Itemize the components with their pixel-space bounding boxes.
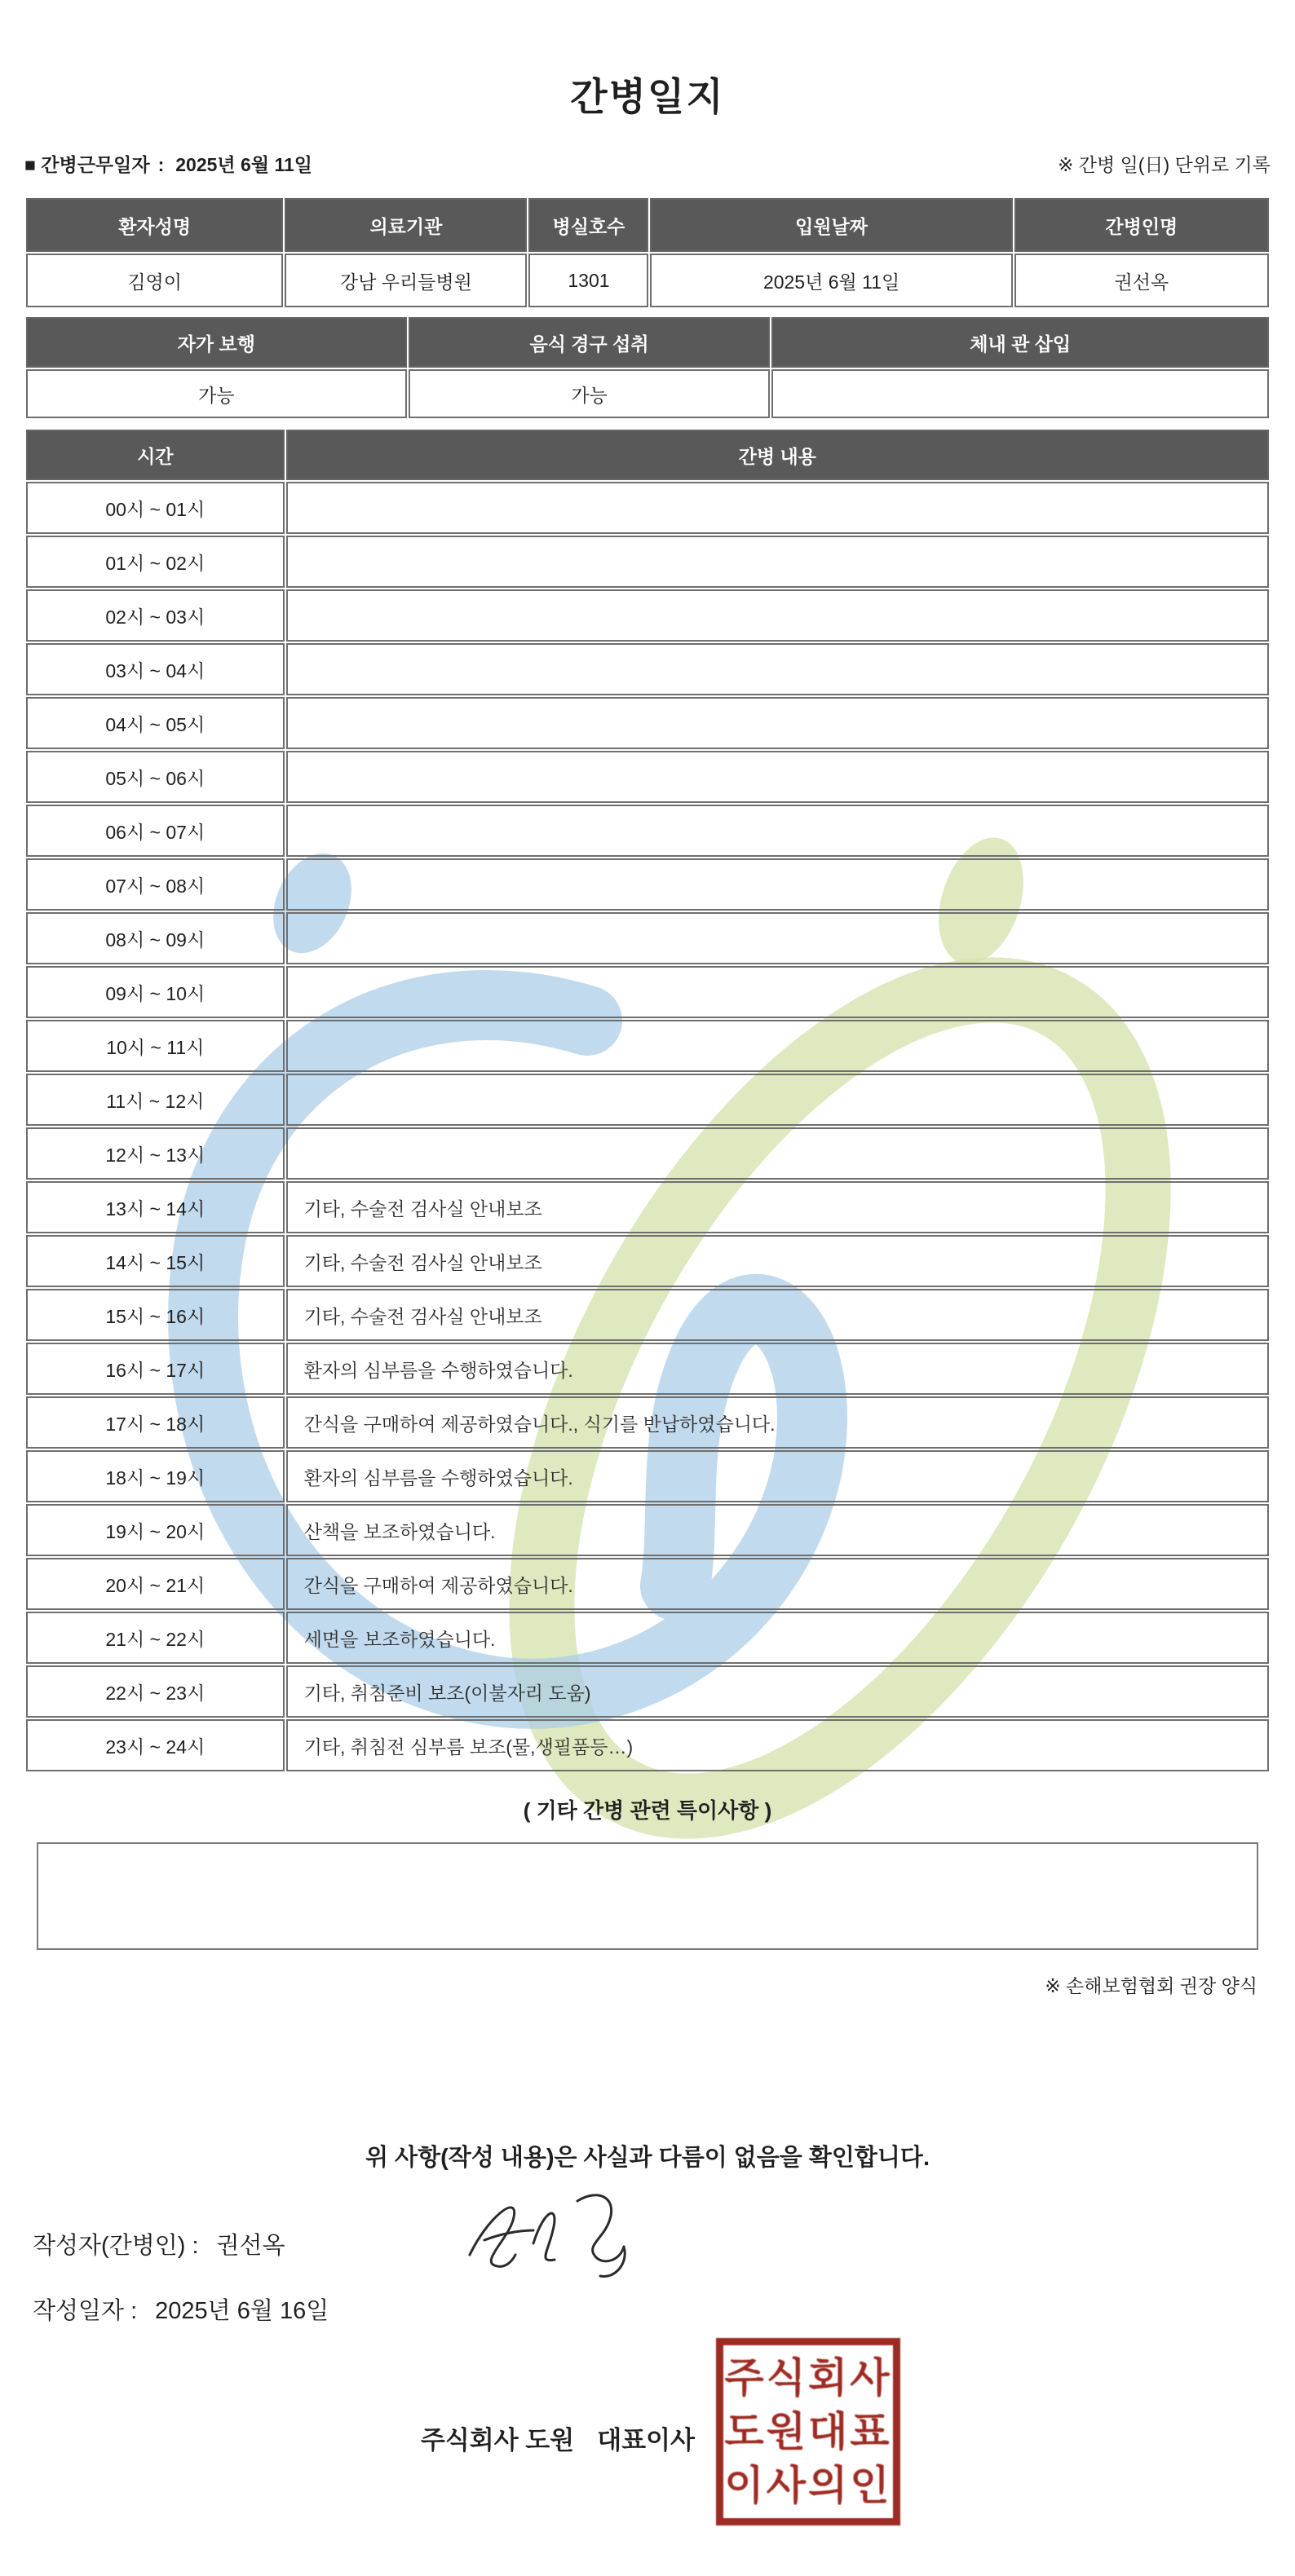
log-row-content: 세면을 보조하였습니다.: [286, 1612, 1269, 1664]
tube-insertion-header: 체내 관 삽입: [771, 317, 1269, 368]
log-row: [26, 1719, 1269, 1771]
log-row-time: 23시 ~ 24시: [26, 1719, 285, 1771]
log-row-content: [286, 482, 1269, 534]
log-row-time: 08시 ~ 09시: [26, 912, 285, 964]
patient-name-value: 김영이: [26, 254, 283, 307]
log-row: [26, 482, 1269, 534]
log-row-time: 03시 ~ 04시: [26, 643, 285, 695]
care-work-date-value: 2025년 6월 11일: [175, 154, 312, 176]
oral-intake-header: 음식 경구 섭취: [409, 317, 771, 368]
admission-date-header: 입원날짜: [650, 198, 1012, 252]
caregiver-name-header: 간병인명: [1014, 198, 1269, 252]
care-content-column-header: 간병 내용: [286, 430, 1269, 480]
log-row: [26, 1235, 1269, 1287]
log-row-content: 간식을 구매하여 제공하였습니다.: [286, 1558, 1269, 1610]
log-row-time: 02시 ~ 03시: [26, 589, 285, 642]
log-row-time: 11시 ~ 12시: [26, 1074, 285, 1126]
log-row-time: 04시 ~ 05시: [26, 697, 285, 749]
log-row-content: [286, 697, 1269, 749]
log-row-content: 환자의 심부름을 수행하였습니다.: [286, 1343, 1269, 1395]
room-number-value: 1301: [528, 254, 648, 307]
admission-date-value: 2025년 6월 11일: [650, 254, 1012, 307]
log-row-content: [286, 536, 1269, 588]
writer-label: 작성자(간병인) :: [33, 2233, 199, 2259]
log-row-time: 14시 ~ 15시: [26, 1235, 285, 1287]
care-work-date-label: ■ 간병근무일자: [24, 154, 150, 176]
self-walking-value: 가능: [26, 369, 407, 418]
corporate-seal-stamp: [716, 2338, 900, 2525]
log-row: [26, 966, 1269, 1018]
log-row-content: [286, 966, 1269, 1018]
log-row-time: 19시 ~ 20시: [26, 1504, 285, 1556]
log-row: [26, 536, 1269, 588]
log-row-time: 12시 ~ 13시: [26, 1127, 285, 1180]
log-row-time: 01시 ~ 02시: [26, 536, 285, 588]
log-row-content: 환자의 심부름을 수행하였습니다.: [286, 1450, 1269, 1502]
time-column-header: 시간: [26, 430, 285, 480]
special-notes-box: [37, 1842, 1258, 1950]
log-row-time: 15시 ~ 16시: [26, 1289, 285, 1341]
written-date-value: 2025년 6월 16일: [155, 2298, 329, 2324]
company-line: [0, 2419, 695, 2456]
log-row-time: 05시 ~ 06시: [26, 751, 285, 803]
log-row-content: [286, 805, 1269, 857]
log-row: [26, 589, 1269, 642]
log-row: [26, 1665, 1269, 1718]
log-row-content: [286, 589, 1269, 642]
log-row: [26, 751, 1269, 803]
log-row-content: [286, 643, 1269, 695]
log-row: [26, 1074, 1269, 1126]
log-row-content: 기타, 취침준비 보조(이불자리 도움): [286, 1665, 1269, 1718]
log-row-content: [286, 751, 1269, 803]
seal-line-2: 도원대표: [724, 2409, 892, 2455]
medical-institution-header: 의료기관: [285, 198, 527, 252]
colon-separator: :: [157, 154, 165, 176]
oral-intake-value: 가능: [409, 369, 771, 418]
log-row-content: [286, 1074, 1269, 1126]
log-header-row: [26, 430, 1269, 480]
log-table-body: [26, 482, 1269, 1771]
log-row-content: 간식을 구매하여 제공하였습니다., 식기를 반납하였습니다.: [286, 1396, 1269, 1449]
tube-insertion-value: [771, 369, 1269, 418]
recommended-form-note: ※ 손해보험협회 권장 양식: [1045, 1975, 1257, 1997]
patient-info-table: [24, 196, 1271, 309]
status-value-row: [26, 369, 1269, 418]
log-row-time: 13시 ~ 14시: [26, 1181, 285, 1233]
log-row-time: 16시 ~ 17시: [26, 1343, 285, 1395]
daily-unit-note: ※ 간병 일(日) 단위로 기록: [1058, 154, 1271, 176]
log-row: [26, 805, 1269, 857]
company-name: 주식회사 도원: [420, 2426, 575, 2455]
patient-name-header: 환자성명: [26, 198, 283, 252]
log-row-time: 20시 ~ 21시: [26, 1558, 285, 1610]
log-row: [26, 1289, 1269, 1341]
patient-header-row: [26, 198, 1269, 252]
written-date-line: [33, 2292, 329, 2326]
page-title: 간병일지: [570, 75, 725, 118]
company-role: 대표이사: [597, 2426, 695, 2455]
log-row-time: 09시 ~ 10시: [26, 966, 285, 1018]
log-row-content: 기타, 수술전 검사실 안내보조: [286, 1289, 1269, 1341]
written-date-label: 작성일자 :: [33, 2298, 138, 2324]
patient-status-table: [24, 315, 1271, 420]
log-row-content: [286, 858, 1269, 911]
room-number-header: 병실호수: [528, 198, 648, 252]
log-row: [26, 1504, 1269, 1556]
log-row: [26, 1181, 1269, 1233]
log-row: [26, 1450, 1269, 1502]
log-row-time: 06시 ~ 07시: [26, 805, 285, 857]
caregiver-signature: [455, 2183, 659, 2289]
log-row-time: 22시 ~ 23시: [26, 1665, 285, 1718]
log-row-time: 07시 ~ 08시: [26, 858, 285, 911]
status-header-row: [26, 317, 1269, 368]
log-row: [26, 858, 1269, 911]
log-row: [26, 1558, 1269, 1610]
log-row-content: [286, 1020, 1269, 1072]
log-row-content: 기타, 취침전 심부름 보조(물,생필품등…): [286, 1719, 1269, 1771]
medical-institution-value: 강남 우리들병원: [285, 254, 527, 307]
special-notes-caption: ( 기타 간병 관련 특이사항 ): [523, 1798, 772, 1824]
log-row-content: 기타, 수술전 검사실 안내보조: [286, 1181, 1269, 1233]
log-row: [26, 1020, 1269, 1072]
self-walking-header: 자가 보행: [26, 317, 407, 368]
log-row: [26, 1612, 1269, 1664]
patient-value-row: [26, 254, 1269, 307]
log-row-time: 00시 ~ 01시: [26, 482, 285, 534]
writer-line: [33, 2227, 285, 2261]
log-row-content: 기타, 수술전 검사실 안내보조: [286, 1235, 1269, 1287]
writer-name: 권선옥: [216, 2233, 285, 2259]
confirmation-statement: 위 사항(작성 내용)은 사실과 다름이 없음을 확인합니다.: [365, 2145, 930, 2171]
log-row: [26, 1127, 1269, 1180]
log-row-time: 10시 ~ 11시: [26, 1020, 285, 1072]
meta-row: [24, 150, 1271, 177]
log-row: [26, 1396, 1269, 1449]
log-row-content: [286, 912, 1269, 964]
log-row: [26, 697, 1269, 749]
log-row-time: 18시 ~ 19시: [26, 1450, 285, 1502]
log-row-time: 17시 ~ 18시: [26, 1396, 285, 1449]
log-row: [26, 1343, 1269, 1395]
log-row-time: 21시 ~ 22시: [26, 1612, 285, 1664]
log-row: [26, 643, 1269, 695]
seal-line-3: 이사의인: [724, 2463, 892, 2508]
log-row: [26, 912, 1269, 964]
care-work-date: [24, 150, 312, 177]
log-row-content: 산책을 보조하였습니다.: [286, 1504, 1269, 1556]
caregiver-name-value: 권선옥: [1014, 254, 1269, 307]
log-row-content: [286, 1127, 1269, 1180]
hourly-care-log-table: [24, 428, 1271, 1773]
seal-line-1: 주식회사: [724, 2355, 892, 2401]
